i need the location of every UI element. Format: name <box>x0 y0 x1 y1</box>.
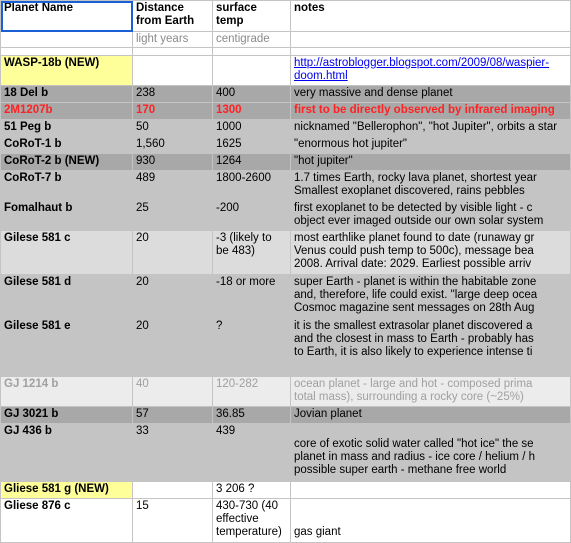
notes-cell[interactable]: gas giant <box>291 499 571 543</box>
blank-cell[interactable] <box>1 48 133 56</box>
blank-cell[interactable] <box>213 48 291 56</box>
distance-cell[interactable]: 57 <box>133 407 213 424</box>
table-row <box>1 137 571 154</box>
blank-row <box>1 48 571 56</box>
notes-cell[interactable]: very massive and dense planet <box>291 86 571 103</box>
distance-cell[interactable]: 15 <box>133 499 213 543</box>
temp-cell[interactable]: -3 (likely to be 483) <box>213 231 291 275</box>
table-row <box>1 154 571 171</box>
table-row <box>1 482 571 499</box>
temp-cell[interactable]: 1264 <box>213 154 291 171</box>
header-notes[interactable]: notes <box>291 1 571 32</box>
temp-cell[interactable]: 3 206 ? <box>213 482 291 499</box>
notes-cell[interactable]: first exoplanet to be detected by visible light - c object ever imaged outside our own solar system <box>291 201 571 231</box>
distance-cell[interactable]: 930 <box>133 154 213 171</box>
planet-name-cell[interactable]: GJ 1214 b <box>1 377 133 407</box>
temp-cell[interactable]: 1625 <box>213 137 291 154</box>
distance-cell[interactable]: 20 <box>133 319 213 377</box>
notes-cell[interactable]: ocean planet - large and hot - composed prima total mass), surrounding a rocky core (~25%) <box>291 377 571 407</box>
notes-cell[interactable]: core of exotic solid water called "hot ice" the se planet in mass and radius - ice core / helium / h possible super earth - methane free world <box>291 424 571 482</box>
planet-name-cell[interactable]: Gliese 876 c <box>1 499 133 543</box>
planet-name-cell[interactable]: 2M1207b <box>1 103 133 120</box>
notes-cell[interactable]: it is the smallest extrasolar planet discovered a and the closest in mass to Earth - probably has to Earth, it is also likely to experience intense ti <box>291 319 571 377</box>
table-row <box>1 319 571 377</box>
planet-name-cell[interactable]: CoRoT-2 b (NEW) <box>1 154 133 171</box>
table-row <box>1 201 571 231</box>
table-row <box>1 499 571 543</box>
planet-name-cell[interactable]: 51 Peg b <box>1 120 133 137</box>
planet-name-cell[interactable]: Gilese 581 e <box>1 319 133 377</box>
distance-cell[interactable]: 40 <box>133 377 213 407</box>
temp-cell[interactable]: 439 <box>213 424 291 482</box>
temp-cell[interactable]: -200 <box>213 201 291 231</box>
planet-name-cell[interactable]: Gilese 581 c <box>1 231 133 275</box>
temp-cell[interactable]: 36.85 <box>213 407 291 424</box>
distance-cell[interactable] <box>133 482 213 499</box>
planet-name-cell[interactable]: Fomalhaut b <box>1 201 133 231</box>
table-row <box>1 377 571 407</box>
table-row <box>1 120 571 137</box>
notes-cell[interactable] <box>291 56 571 86</box>
planet-name-cell[interactable]: CoRoT-1 b <box>1 137 133 154</box>
table-row <box>1 231 571 275</box>
header-row <box>1 1 571 32</box>
notes-cell[interactable] <box>291 482 571 499</box>
units-planet-name[interactable] <box>1 32 133 48</box>
distance-cell[interactable]: 50 <box>133 120 213 137</box>
temp-cell[interactable]: 1800-2600 <box>213 171 291 201</box>
distance-cell[interactable]: 33 <box>133 424 213 482</box>
distance-cell[interactable]: 489 <box>133 171 213 201</box>
temp-cell[interactable]: -18 or more <box>213 275 291 319</box>
planet-name-cell[interactable]: CoRoT-7 b <box>1 171 133 201</box>
table-row <box>1 275 571 319</box>
header-planet-name[interactable]: Planet Name <box>1 1 133 32</box>
planet-name-cell[interactable]: GJ 3021 b <box>1 407 133 424</box>
notes-cell[interactable]: first to be directly observed by infrared imaging <box>291 103 571 120</box>
units-row <box>1 32 571 48</box>
notes-cell[interactable]: super Earth - planet is within the habitable zone and, therefore, life could exist. "large deep ocea Cosmoc magazine sent messages on 28th Aug <box>291 275 571 319</box>
distance-cell[interactable]: 20 <box>133 231 213 275</box>
planet-name-cell[interactable]: Gilese 581 d <box>1 275 133 319</box>
table-row <box>1 56 571 86</box>
planet-name-cell[interactable]: 18 Del b <box>1 86 133 103</box>
table-row <box>1 103 571 120</box>
header-surface-temp[interactable]: surface temp <box>213 1 291 32</box>
notes-cell[interactable]: most earthlike planet found to date (runaway gr Venus could push temp to 500c), message bea 2008. Arrival date: 2029. Earliest possible arriv <box>291 231 571 275</box>
temp-cell[interactable]: 120-282 <box>213 377 291 407</box>
units-temp[interactable]: centigrade <box>213 32 291 48</box>
distance-cell[interactable] <box>133 56 213 86</box>
notes-cell[interactable]: "hot jupiter" <box>291 154 571 171</box>
blank-cell[interactable] <box>291 48 571 56</box>
temp-cell[interactable]: 1300 <box>213 103 291 120</box>
table-row <box>1 424 571 482</box>
units-distance[interactable]: light years <box>133 32 213 48</box>
distance-cell[interactable]: 238 <box>133 86 213 103</box>
temp-cell[interactable] <box>213 56 291 86</box>
temp-cell[interactable]: ? <box>213 319 291 377</box>
distance-cell[interactable]: 20 <box>133 275 213 319</box>
temp-cell[interactable]: 400 <box>213 86 291 103</box>
notes-cell[interactable]: "enormous hot jupiter" <box>291 137 571 154</box>
header-distance[interactable]: Distance from Earth <box>133 1 213 32</box>
distance-cell[interactable]: 25 <box>133 201 213 231</box>
temp-cell[interactable]: 430-730 (40 effective temperature) <box>213 499 291 543</box>
notes-cell[interactable]: nicknamed "Bellerophon", "hot Jupiter", orbits a star <box>291 120 571 137</box>
notes-link[interactable]: http://astroblogger.blogspot.com/2009/08/waspier- doom.html <box>294 57 550 82</box>
units-notes[interactable] <box>291 32 571 48</box>
blank-cell[interactable] <box>133 48 213 56</box>
notes-cell[interactable]: Jovian planet <box>291 407 571 424</box>
planet-name-cell[interactable]: WASP-18b (NEW) <box>1 56 133 86</box>
table-row <box>1 171 571 201</box>
distance-cell[interactable]: 170 <box>133 103 213 120</box>
planet-name-cell[interactable]: GJ 436 b <box>1 424 133 482</box>
table-row <box>1 407 571 424</box>
planet-name-cell[interactable]: Gliese 581 g (NEW) <box>1 482 133 499</box>
distance-cell[interactable]: 1,560 <box>133 137 213 154</box>
temp-cell[interactable]: 1000 <box>213 120 291 137</box>
table-row <box>1 86 571 103</box>
notes-cell[interactable]: 1.7 times Earth, rocky lava planet, shortest year Smallest exoplanet discovered, rains pebbles <box>291 171 571 201</box>
